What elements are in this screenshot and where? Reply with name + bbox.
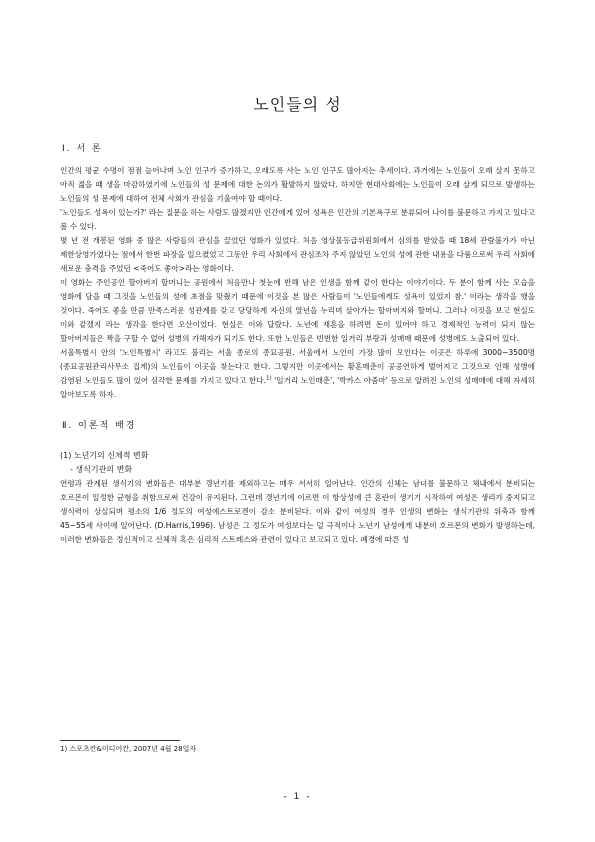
document-title: 노인들의 성 [253, 95, 342, 114]
footnote: 1) 스포츠칸&미디어칸, 2007년 4월 28일자 [60, 745, 197, 753]
subsection-heading: (1) 노년기의 신체적 변화 [60, 451, 149, 460]
body-paragraph: 몇 년 전 개봉된 영화 중 많은 사람들의 관심을 끌었던 영화가 있었다. 처음 영상물등급위원회에서 심의를 받았을 때 18세 관람불가가 아닌 제한상영가였다는 점에서 한번 파장을 일으켰었고 그동안 우리 사회에서 관심조차 주지 않았던 노인의 성에 관한 내용을 다룸으로써 우리 사회에 새로운 충격을 주었던 <죽어도 좋아>라는 영화이다. [60, 236, 535, 273]
page-number: - 1 - [283, 792, 312, 802]
paragraph-text: 서울특별시 안의 '노인특별시' 라고도 불리는 서울 종로의 종묘공원. 서울에서 노인이 가장 많이 모인다는 이곳은 하루에 3000~3500명(종묘공원관리사무소 집계)의 노인들이 이곳을 찾는다고 한다. 그렇지만 이곳에서는 황혼매춘이 공공연하게 벌어지고 그것으로 인해 성병에 감염된 노인들도 많이 있어 심각한 문제를 가지고 있다고 한다. [60, 348, 535, 385]
body-paragraph: 이 영화는 주인공인 할아버지 할머니는 공원에서 처음만나 첫눈에 반해 남은 인생을 함께 같이 한다는 이야기이다. 두 분이 함께 사는 모습을 영화에 담을 때 그것을 노인들의 성에 초점을 맞췄기 때문에 이것을 본 많은 사람들이 '노인들에게도 성욕이 있었지 참.' 이라는 생각을 했을 것이다. 죽어도 좋을 만큼 만족스러운 성관계를 갖고 당당하게 자신의 말년을 누리며 살아가는 할아버지와 할머니. 그러나 이것을 보고 현실도 이와 같겠지 라는 생각을 한다면 오산이었다. 현실은 이와 달랐다. 노년에 재혼을 하려면 돈이 있어야 하고 경제적인 능력이 되지 않는 할아버지들은 짝을 구할 수 없어 성병의 가해자가 되기도 한다. 또한 노인들은 빈번한 일거리 부랑과 성매매 때문에 성병에도 노출되어 있다. [60, 278, 535, 343]
paragraph-text: '일거리 노인매춘', '박카스 아줌마' 등으로 알려진 노인의 성매매에 대해 자세히 알아보도록 하자. [60, 376, 535, 399]
footnote-divider [60, 740, 180, 741]
section-heading-background: Ⅱ. 이론적 배경 [62, 421, 137, 431]
section-heading-introduction: Ⅰ. 서 론 [62, 144, 103, 154]
subsubsection-heading: - 생식기관의 변화 [70, 465, 133, 474]
body-paragraph: 인간의 평균 수명이 점점 늘어나며 노인 인구가 증가하고, 오래도록 사는 노인 인구도 많아지는 추세이다. 과거에는 노인들이 오래 살지 못하고 아직 젊을 때 생을 마감하였기에 노인들의 성 문제에 대한 논의가 활발하지 않았다. 하지만 현대사회에는 노인들이 오래 살게 되므로 발생하는 노인들의 성 문제에 대하여 전체 사회가 관심을 기울여야 할 때이다. [60, 166, 535, 203]
section-body-introduction [60, 164, 535, 402]
body-paragraph [60, 346, 535, 402]
body-paragraph: '노인들도 성욕이 있는가?' 라는 질문을 하는 사람도 많겠지만 인간에게 있어 성욕은 인간의 기본욕구로 분류되어 나이를 불문하고 가지고 있다고 볼 수 있다. [60, 208, 535, 231]
footnote-marker[interactable]: 1) [265, 375, 272, 382]
body-paragraph: 연령과 관계된 생식기의 변화들은 대부분 갱년기를 제외하고는 매우 서서히 일어난다. 인간의 신체는 남녀를 불문하고 체내에서 분비되는 호르몬이 일정한 균형을 취함으로써 건강이 유지된다. 그런데 갱년기에 이르면 이 항상성에 큰 혼란이 생기기 시작하여 여성은 생리가 중지되고 생식력이 상실되며 평소의 1/6 정도의 여성에스트로겐이 감소 분비된다. 이와 같이 여성의 경우 인생의 변화는 생식기관의 위축과 함께 45~55세 사이에 일어난다. (D.Harris,1996). 남성은 그 정도가 여성보다는 덜 극적이나 노년기 남성에게 내분비 호르몬의 변화가 발생하는데, 이러한 변화들은 정신적이고 신체적 혹은 심리적 스트레스와 관련이 있다고 보고되고 있다. 폐경에 따른 성 [60, 479, 535, 544]
